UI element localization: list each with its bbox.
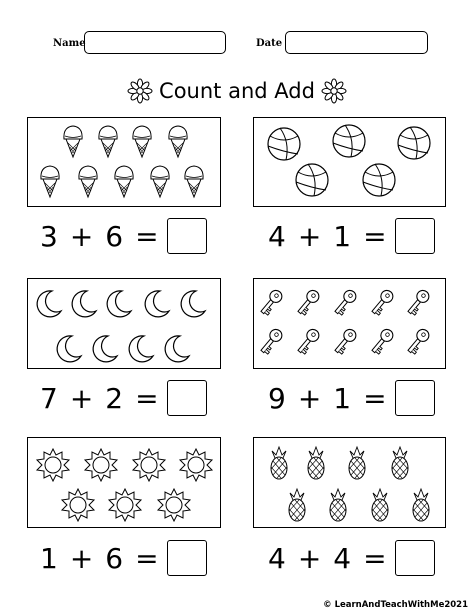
equation-4: [268, 380, 435, 416]
crescent-moon-icons: [28, 279, 222, 370]
addend-a: 4: [268, 219, 286, 253]
ice-cream-icons: [28, 118, 222, 208]
picture-card-beach-ball: [253, 117, 446, 207]
addend-a: 3: [40, 219, 58, 253]
addend-a: 1: [40, 541, 58, 575]
plus-sign: +: [69, 541, 94, 575]
equation-2: [268, 218, 435, 254]
copyright-footer: © LearnAndTeachWithMe2021: [323, 600, 468, 610]
answer-box[interactable]: [167, 218, 207, 254]
plus-sign: +: [297, 219, 322, 253]
answer-box[interactable]: [167, 540, 207, 576]
addend-b: 2: [105, 381, 124, 415]
equals-sign: =: [135, 219, 159, 253]
picture-card-moon: [27, 278, 221, 369]
date-field[interactable]: [285, 31, 428, 54]
addend-b: 1: [333, 381, 352, 415]
page-title: Count and Add: [159, 79, 315, 103]
equals-sign: =: [135, 541, 159, 575]
addend-b: 1: [333, 219, 352, 253]
addend-b: 6: [105, 541, 124, 575]
addend-b: 4: [333, 541, 352, 575]
answer-box[interactable]: [395, 380, 435, 416]
plus-sign: +: [297, 381, 322, 415]
equals-sign: =: [135, 381, 159, 415]
beach-ball-icons: [254, 118, 447, 208]
plus-sign: +: [297, 541, 322, 575]
equation-1: [40, 218, 207, 254]
answer-box[interactable]: [395, 540, 435, 576]
picture-card-sun: [27, 437, 221, 528]
key-icons: [254, 279, 447, 370]
pineapple-icons: [254, 438, 447, 529]
answer-box[interactable]: [395, 218, 435, 254]
addend-b: 6: [105, 219, 124, 253]
plus-sign: +: [69, 219, 94, 253]
equation-3: [40, 380, 207, 416]
addend-a: 9: [268, 381, 286, 415]
equals-sign: =: [363, 381, 387, 415]
picture-card-key: [253, 278, 446, 369]
plus-sign: +: [69, 381, 94, 415]
title-row: [0, 78, 474, 104]
equals-sign: =: [363, 219, 387, 253]
date-label: Date: [256, 38, 283, 49]
sun-icons: [28, 438, 222, 529]
equals-sign: =: [363, 541, 387, 575]
equation-5: [40, 540, 207, 576]
picture-card-pineapple: [253, 437, 446, 528]
flower-icon: [127, 78, 153, 104]
addend-a: 4: [268, 541, 286, 575]
answer-box[interactable]: [167, 380, 207, 416]
flower-icon: [321, 78, 347, 104]
name-field[interactable]: [84, 31, 226, 54]
addend-a: 7: [40, 381, 58, 415]
equation-6: [268, 540, 435, 576]
picture-card-ice-cream: [27, 117, 221, 207]
name-label: Name: [53, 38, 86, 49]
